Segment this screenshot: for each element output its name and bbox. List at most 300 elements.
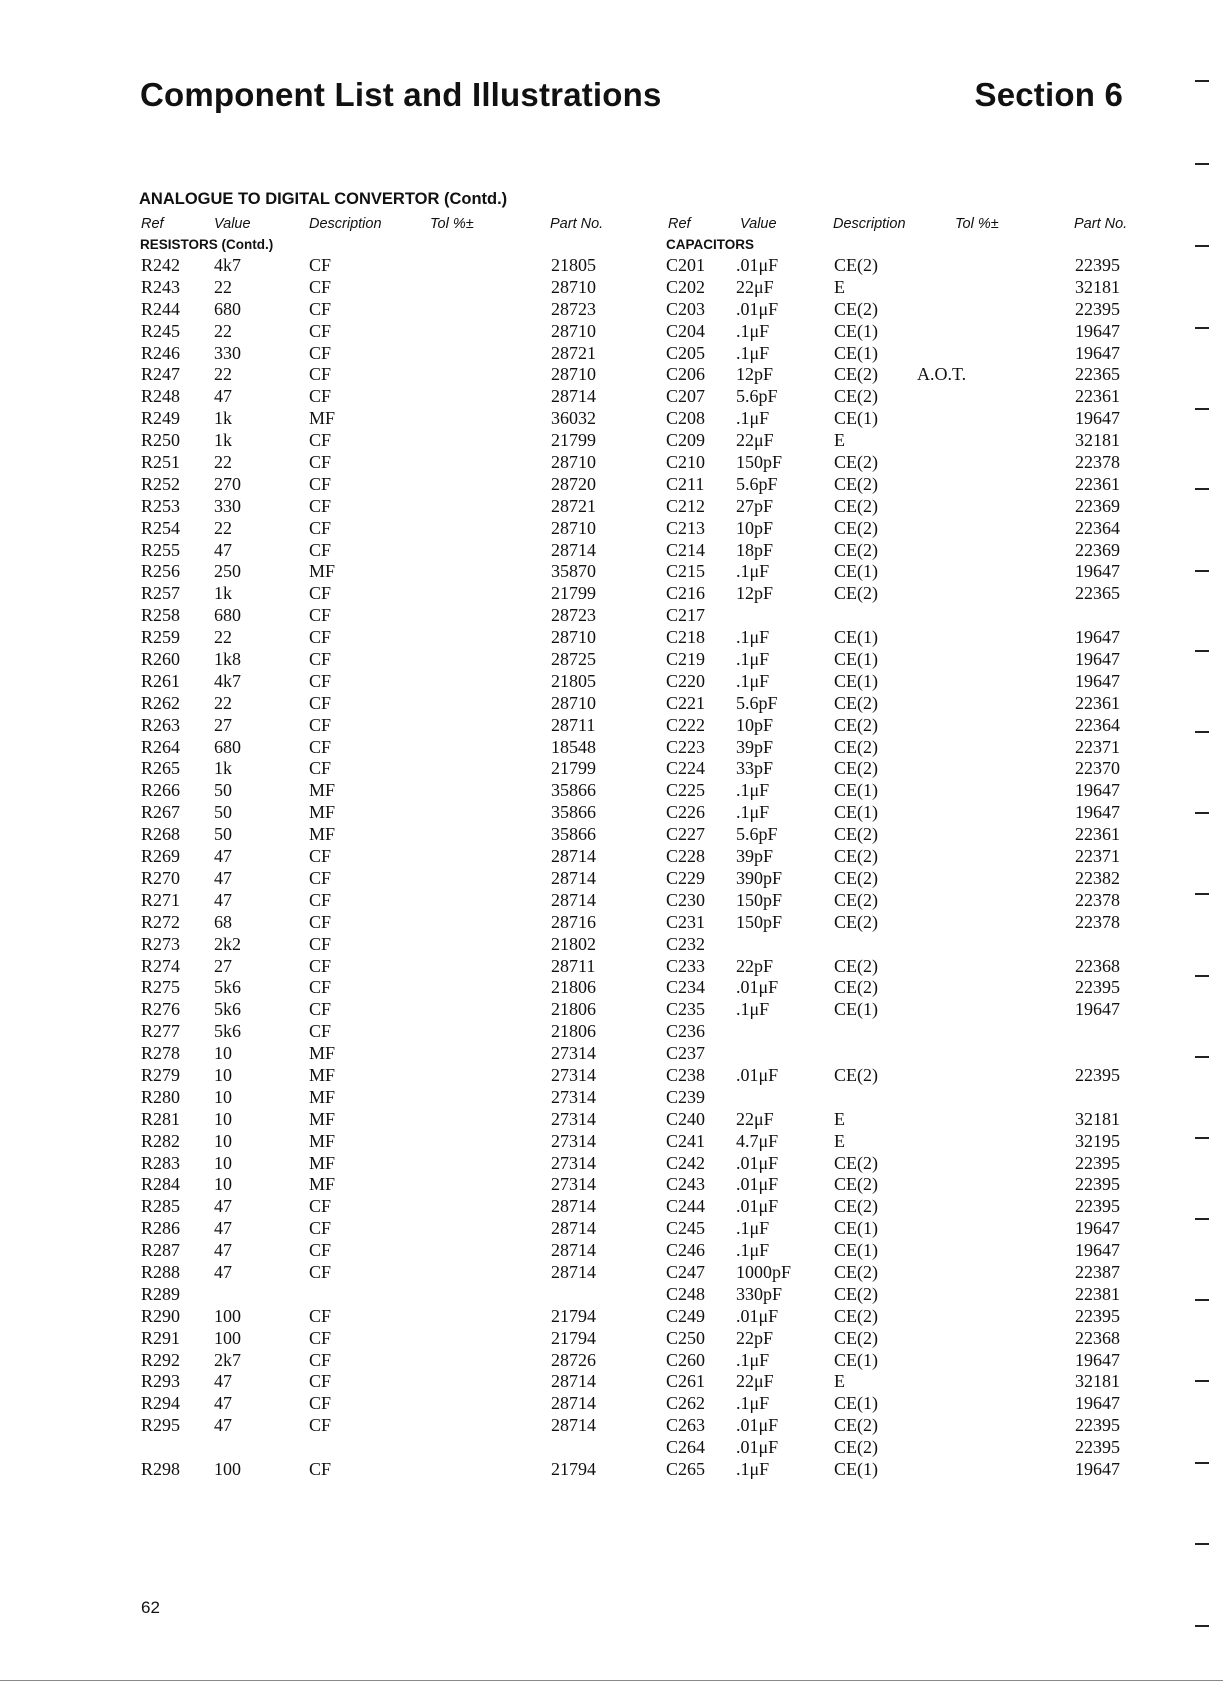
capacitor-description: CE(2) [834, 1415, 878, 1436]
capacitor-part-no: 22387 [1075, 1261, 1120, 1282]
resistor-ref: R284 [141, 1174, 181, 1195]
capacitor-description: CE(2) [834, 539, 878, 560]
resistor-ref: R291 [141, 1327, 181, 1348]
capacitor-value: .01μF [736, 1437, 779, 1458]
resistor-value: 22 [214, 364, 232, 385]
edge-mark [1195, 812, 1209, 814]
resistor-value: 2k2 [214, 933, 241, 954]
capacitor-ref: C206 [666, 364, 706, 385]
resistor-description: CF [309, 999, 332, 1020]
resistor-part-no: 27314 [551, 1174, 596, 1195]
capacitor-description: CE(1) [834, 780, 878, 801]
capacitor-note: A.O.T. [917, 364, 967, 385]
table-subtitle: ANALOGUE TO DIGITAL CONVERTOR (Contd.) [139, 190, 508, 208]
resistor-description: MF [309, 1108, 336, 1129]
resistor-value: 47 [214, 1240, 232, 1261]
resistor-description: CF [309, 1349, 332, 1370]
capacitor-ref: C239 [666, 1086, 706, 1107]
resistor-value: 47 [214, 1196, 232, 1217]
capacitor-ref: C237 [666, 1043, 706, 1064]
resistor-value: 10 [214, 1174, 232, 1195]
resistor-part-no: 21799 [551, 430, 596, 451]
capacitor-value: .1μF [736, 1240, 770, 1261]
resistor-ref: R285 [141, 1196, 181, 1217]
resistor-description: CF [309, 298, 332, 319]
resistor-ref: R262 [141, 692, 181, 713]
resistor-value: 47 [214, 1415, 232, 1436]
capacitor-part-no: 22378 [1075, 889, 1120, 910]
resistor-description: CF [309, 605, 332, 626]
capacitors-group-label: CAPACITORS [666, 237, 755, 252]
resistor-part-no: 28714 [551, 539, 596, 560]
resistor-description: CF [309, 386, 332, 407]
capacitor-value: .01μF [736, 1305, 779, 1326]
capacitor-part-no: 22395 [1075, 1415, 1120, 1436]
capacitor-part-no: 32181 [1075, 1108, 1120, 1129]
capacitor-description: CE(1) [834, 320, 878, 341]
capacitor-part-no: 22395 [1075, 298, 1120, 319]
edge-mark [1195, 1625, 1209, 1627]
capacitor-value: 39pF [736, 846, 774, 867]
capacitor-part-no: 22364 [1075, 714, 1120, 735]
capacitor-description: CE(2) [834, 583, 878, 604]
resistor-ref: R242 [141, 255, 181, 275]
resistor-ref: R247 [141, 364, 181, 385]
resistor-part-no: 28714 [551, 867, 596, 888]
resistor-value: 27 [214, 955, 232, 976]
capacitor-ref: C210 [666, 452, 706, 473]
capacitor-description: CE(2) [834, 692, 878, 713]
capacitor-part-no: 19647 [1075, 1393, 1120, 1414]
resistor-value: 47 [214, 1371, 232, 1392]
page-number: 62 [141, 1598, 160, 1617]
resistor-ref: R256 [141, 561, 181, 582]
capacitor-ref: C201 [666, 255, 706, 275]
capacitor-value: 5.6pF [736, 386, 778, 407]
capacitor-value: 22pF [736, 955, 774, 976]
resistor-ref: R243 [141, 276, 181, 297]
resistor-value: 50 [214, 824, 232, 845]
capacitor-part-no: 22365 [1075, 583, 1120, 604]
resistor-description: CF [309, 1393, 332, 1414]
capacitor-ref: C204 [666, 320, 706, 341]
capacitor-description: CE(1) [834, 1458, 878, 1479]
resistor-part-no: 28714 [551, 1240, 596, 1261]
capacitor-description: E [834, 276, 845, 297]
resistor-ref: R277 [141, 1021, 181, 1042]
resistor-description: CF [309, 955, 332, 976]
edge-mark [1195, 1299, 1209, 1301]
capacitor-value: .01μF [736, 255, 779, 275]
left-header-description: Description [309, 216, 382, 232]
capacitor-ref: C218 [666, 627, 706, 648]
resistor-ref: R271 [141, 889, 181, 910]
capacitor-ref: C219 [666, 649, 706, 670]
capacitor-value: .01μF [736, 977, 779, 998]
right-header-value: Value [740, 216, 777, 232]
capacitor-part-no: 22381 [1075, 1283, 1120, 1304]
section-label: Section 6 [974, 76, 1123, 113]
capacitor-part-no: 19647 [1075, 999, 1120, 1020]
resistor-part-no: 21794 [551, 1458, 596, 1479]
resistor-description: CF [309, 1371, 332, 1392]
resistor-part-no: 28714 [551, 1415, 596, 1436]
resistor-part-no: 21806 [551, 999, 596, 1020]
resistor-ref: R246 [141, 342, 181, 363]
resistor-description: MF [309, 408, 336, 429]
capacitor-ref: C240 [666, 1108, 706, 1129]
resistor-ref: R275 [141, 977, 181, 998]
capacitor-part-no: 22361 [1075, 692, 1120, 713]
edge-mark [1195, 731, 1209, 733]
resistor-part-no: 21794 [551, 1327, 596, 1348]
capacitor-value: .1μF [736, 1349, 770, 1370]
resistor-description: MF [309, 780, 336, 801]
capacitor-description: CE(2) [834, 955, 878, 976]
resistor-ref: R280 [141, 1086, 181, 1107]
resistor-value: 100 [214, 1327, 241, 1348]
resistor-part-no: 27314 [551, 1130, 596, 1151]
capacitor-part-no: 22382 [1075, 867, 1120, 888]
capacitor-value: .01μF [736, 1174, 779, 1195]
resistor-part-no: 28714 [551, 846, 596, 867]
resistor-part-no: 28714 [551, 1196, 596, 1217]
edge-mark [1195, 1056, 1209, 1058]
capacitor-value: 22μF [736, 430, 774, 451]
capacitor-part-no: 19647 [1075, 1218, 1120, 1239]
resistor-description: MF [309, 1174, 336, 1195]
resistor-value: 100 [214, 1305, 241, 1326]
resistor-value: 22 [214, 692, 232, 713]
capacitor-value: 22pF [736, 1327, 774, 1348]
resistor-description: MF [309, 561, 336, 582]
resistor-value: 50 [214, 802, 232, 823]
capacitor-value: 10pF [736, 714, 774, 735]
resistor-description: CF [309, 1240, 332, 1261]
capacitor-value: 12pF [736, 583, 774, 604]
resistor-value: 1k [214, 430, 232, 451]
resistor-ref: R286 [141, 1218, 181, 1239]
resistor-ref: R278 [141, 1043, 181, 1064]
page-bottom-rule [0, 1680, 1223, 1681]
capacitor-description: CE(2) [834, 1152, 878, 1173]
resistor-description: CF [309, 846, 332, 867]
capacitor-ref: C214 [666, 539, 706, 560]
capacitor-description: CE(2) [834, 846, 878, 867]
capacitor-value: 27pF [736, 495, 774, 516]
resistor-value: 5k6 [214, 1021, 241, 1042]
capacitor-part-no: 19647 [1075, 561, 1120, 582]
capacitor-part-no: 22371 [1075, 846, 1120, 867]
capacitor-description: CE(2) [834, 714, 878, 735]
capacitor-description: CE(2) [834, 1064, 878, 1085]
resistor-value: 330 [214, 342, 241, 363]
resistor-ref: R270 [141, 867, 181, 888]
resistor-ref: R267 [141, 802, 181, 823]
resistor-value: 680 [214, 298, 241, 319]
resistor-description: CF [309, 276, 332, 297]
capacitor-description: E [834, 1108, 845, 1129]
capacitor-part-no: 19647 [1075, 627, 1120, 648]
capacitor-description: CE(2) [834, 1283, 878, 1304]
capacitor-value: .01μF [736, 1196, 779, 1217]
capacitor-part-no: 32195 [1075, 1130, 1120, 1151]
capacitor-ref: C232 [666, 933, 706, 954]
resistor-description: CF [309, 255, 332, 275]
resistor-part-no: 21805 [551, 670, 596, 691]
capacitor-part-no: 22395 [1075, 1196, 1120, 1217]
resistor-description: CF [309, 1021, 332, 1042]
edge-mark [1195, 327, 1209, 329]
capacitor-description: CE(2) [834, 1327, 878, 1348]
resistor-part-no: 28714 [551, 1261, 596, 1282]
resistor-description: CF [309, 889, 332, 910]
resistor-ref: R272 [141, 911, 181, 932]
capacitor-description: CE(1) [834, 1218, 878, 1239]
resistor-ref: R298 [141, 1458, 181, 1479]
resistor-part-no: 35866 [551, 802, 596, 823]
resistor-description: CF [309, 1196, 332, 1217]
capacitor-value: .1μF [736, 802, 770, 823]
capacitor-value: 5.6pF [736, 824, 778, 845]
capacitor-part-no: 22395 [1075, 1152, 1120, 1173]
resistor-description: CF [309, 1458, 332, 1479]
resistor-part-no: 21806 [551, 977, 596, 998]
edge-mark [1195, 408, 1209, 410]
capacitor-part-no: 22378 [1075, 911, 1120, 932]
resistor-ref: R276 [141, 999, 181, 1020]
capacitor-ref: C265 [666, 1458, 706, 1479]
resistor-value: 5k6 [214, 999, 241, 1020]
resistor-ref: R289 [141, 1283, 181, 1304]
resistor-description: CF [309, 430, 332, 451]
resistor-ref: R279 [141, 1064, 181, 1085]
capacitor-description: CE(2) [834, 386, 878, 407]
capacitor-value: 150pF [736, 911, 783, 932]
capacitor-value: .1μF [736, 320, 770, 341]
resistor-description: MF [309, 1086, 336, 1107]
capacitor-ref: C264 [666, 1437, 706, 1458]
capacitor-ref: C231 [666, 911, 706, 932]
capacitor-part-no: 22369 [1075, 539, 1120, 560]
resistor-ref: R264 [141, 736, 181, 757]
capacitor-ref: C250 [666, 1327, 706, 1348]
resistor-value: 22 [214, 627, 232, 648]
capacitor-ref: C261 [666, 1371, 706, 1392]
resistor-value: 27 [214, 714, 232, 735]
capacitor-ref: C244 [666, 1196, 706, 1217]
capacitor-description: CE(2) [834, 889, 878, 910]
resistor-part-no: 35870 [551, 561, 596, 582]
capacitor-ref: C247 [666, 1261, 706, 1282]
resistor-ref: R269 [141, 846, 181, 867]
edge-mark [1195, 570, 1209, 572]
capacitor-description: CE(1) [834, 802, 878, 823]
capacitor-value: 39pF [736, 736, 774, 757]
resistor-part-no: 28711 [551, 714, 596, 735]
capacitor-ref: C205 [666, 342, 706, 363]
resistor-description: MF [309, 824, 336, 845]
resistor-value: 47 [214, 867, 232, 888]
resistor-part-no: 28720 [551, 473, 596, 494]
capacitor-ref: C215 [666, 561, 706, 582]
right-header-tolerance: Tol %± [955, 216, 999, 232]
capacitor-part-no: 22365 [1075, 364, 1120, 385]
resistor-ref: R253 [141, 495, 181, 516]
resistor-part-no: 27314 [551, 1152, 596, 1173]
resistor-ref: R290 [141, 1305, 181, 1326]
edge-mark [1195, 245, 1209, 247]
capacitor-part-no: 19647 [1075, 342, 1120, 363]
edge-mark [1195, 975, 1209, 977]
resistor-part-no: 21802 [551, 933, 596, 954]
edge-mark [1195, 1380, 1209, 1382]
capacitor-part-no: 22378 [1075, 452, 1120, 473]
capacitor-part-no: 22395 [1075, 1305, 1120, 1326]
resistor-description: CF [309, 627, 332, 648]
resistor-value: 68 [214, 911, 232, 932]
edge-mark [1195, 1137, 1209, 1139]
resistor-ref: R274 [141, 955, 181, 976]
resistor-value: 47 [214, 539, 232, 560]
capacitor-description: CE(2) [834, 495, 878, 516]
capacitor-ref: C263 [666, 1415, 706, 1436]
capacitor-part-no: 22395 [1075, 255, 1120, 275]
resistor-description: CF [309, 1305, 332, 1326]
resistor-description: MF [309, 1152, 336, 1173]
capacitor-part-no: 19647 [1075, 1458, 1120, 1479]
resistor-value: 10 [214, 1064, 232, 1085]
resistor-description: CF [309, 320, 332, 341]
capacitor-part-no: 22364 [1075, 517, 1120, 538]
resistor-value: 10 [214, 1130, 232, 1151]
resistor-description: CF [309, 1415, 332, 1436]
capacitor-part-no: 22361 [1075, 386, 1120, 407]
resistor-part-no: 18548 [551, 736, 596, 757]
resistor-ref: R281 [141, 1108, 181, 1129]
resistor-description: CF [309, 714, 332, 735]
resistor-value: 10 [214, 1086, 232, 1107]
resistor-description: CF [309, 539, 332, 560]
resistor-description: CF [309, 364, 332, 385]
capacitor-value: 150pF [736, 452, 783, 473]
resistor-value: 10 [214, 1043, 232, 1064]
capacitor-ref: C228 [666, 846, 706, 867]
capacitor-part-no: 22369 [1075, 495, 1120, 516]
resistor-value: 1k8 [214, 649, 241, 670]
capacitor-value: .01μF [736, 298, 779, 319]
resistor-description: CF [309, 452, 332, 473]
capacitor-ref: C226 [666, 802, 706, 823]
resistor-ref: R249 [141, 408, 181, 429]
capacitor-description: CE(2) [834, 867, 878, 888]
resistor-description: CF [309, 1218, 332, 1239]
resistor-description: CF [309, 1327, 332, 1348]
resistor-part-no: 28714 [551, 1218, 596, 1239]
resistor-part-no: 21805 [551, 255, 596, 275]
resistor-ref: R257 [141, 583, 181, 604]
resistor-value: 22 [214, 320, 232, 341]
resistor-ref: R259 [141, 627, 181, 648]
capacitor-part-no: 22395 [1075, 1064, 1120, 1085]
resistor-value: 50 [214, 780, 232, 801]
resistor-ref: R245 [141, 320, 181, 341]
resistor-ref: R248 [141, 386, 181, 407]
capacitor-value: 150pF [736, 889, 783, 910]
resistor-ref: R250 [141, 430, 181, 451]
capacitor-value: 10pF [736, 517, 774, 538]
capacitor-ref: C245 [666, 1218, 706, 1239]
resistor-part-no: 28716 [551, 911, 596, 932]
capacitor-description: CE(2) [834, 473, 878, 494]
capacitor-value: 390pF [736, 867, 783, 888]
resistor-value: 2k7 [214, 1349, 241, 1370]
capacitor-ref: C209 [666, 430, 706, 451]
edge-mark [1195, 1543, 1209, 1545]
capacitor-description: E [834, 1130, 845, 1151]
capacitor-description: CE(1) [834, 649, 878, 670]
resistor-part-no: 27314 [551, 1108, 596, 1129]
resistor-value: 680 [214, 605, 241, 626]
resistor-part-no: 28723 [551, 298, 596, 319]
capacitor-ref: C225 [666, 780, 706, 801]
capacitor-description: CE(2) [834, 736, 878, 757]
resistor-value: 680 [214, 736, 241, 757]
resistor-part-no: 28721 [551, 342, 596, 363]
capacitor-ref: C207 [666, 386, 706, 407]
resistor-part-no: 27314 [551, 1064, 596, 1085]
capacitor-value: .1μF [736, 342, 770, 363]
resistor-ref: R254 [141, 517, 181, 538]
capacitor-part-no: 19647 [1075, 780, 1120, 801]
resistor-ref: R263 [141, 714, 181, 735]
resistor-part-no: 28710 [551, 627, 596, 648]
resistor-part-no: 35866 [551, 780, 596, 801]
resistor-value: 22 [214, 452, 232, 473]
capacitor-ref: C202 [666, 276, 706, 297]
capacitor-ref: C243 [666, 1174, 706, 1195]
capacitor-ref: C216 [666, 583, 706, 604]
resistor-value: 4k7 [214, 255, 241, 275]
capacitor-description: CE(2) [834, 1437, 878, 1458]
capacitor-description: CE(1) [834, 670, 878, 691]
resistor-value: 10 [214, 1152, 232, 1173]
capacitor-ref: C212 [666, 495, 706, 516]
resistor-value: 270 [214, 473, 241, 494]
capacitor-value: .1μF [736, 408, 770, 429]
capacitor-ref: C236 [666, 1021, 706, 1042]
capacitor-part-no: 19647 [1075, 320, 1120, 341]
resistor-description: CF [309, 758, 332, 779]
right-header-description: Description [833, 216, 906, 232]
capacitor-value: .1μF [736, 649, 770, 670]
capacitor-ref: C233 [666, 955, 706, 976]
capacitor-description: CE(2) [834, 911, 878, 932]
resistor-part-no: 21806 [551, 1021, 596, 1042]
resistor-ref: R268 [141, 824, 181, 845]
capacitor-description: CE(1) [834, 1393, 878, 1414]
capacitor-ref: C220 [666, 670, 706, 691]
capacitor-description: CE(2) [834, 364, 878, 385]
resistor-ref: R294 [141, 1393, 181, 1414]
resistor-ref: R260 [141, 649, 181, 670]
right-header-part-no: Part No. [1074, 216, 1128, 232]
resistor-part-no: 28721 [551, 495, 596, 516]
resistor-value: 330 [214, 495, 241, 516]
resistor-part-no: 35866 [551, 824, 596, 845]
resistor-part-no: 27314 [551, 1086, 596, 1107]
capacitor-ref: C242 [666, 1152, 706, 1173]
